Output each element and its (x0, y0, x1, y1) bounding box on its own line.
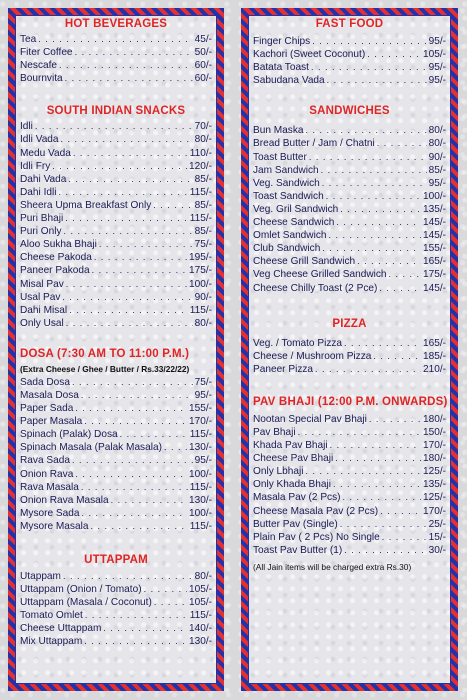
item-price: 180/- (422, 453, 446, 465)
menu-item (253, 243, 446, 256)
item-price: 125/- (422, 466, 446, 478)
menu-item (20, 390, 212, 403)
item-name: Masala Pav (2 Pcs) (253, 492, 341, 504)
menu-item (253, 191, 446, 204)
item-price: 100/- (188, 468, 212, 480)
menu-item (20, 292, 212, 305)
menu-item (20, 442, 212, 455)
section-south-indian-snacks (20, 105, 212, 331)
item-price: 95/- (428, 36, 446, 47)
item-price: 70/- (194, 121, 212, 133)
menu-item (253, 62, 446, 75)
menu-item (20, 279, 212, 292)
menu-item (20, 121, 212, 134)
item-name: Veg. Gril Sandwich (253, 203, 339, 215)
menu-column-left (8, 8, 224, 691)
menu-item (253, 256, 446, 269)
item-name: Rava Sada (20, 455, 70, 467)
section-fast-food (253, 18, 446, 88)
item-name: Cheese Pav Bhaji (253, 453, 334, 465)
item-name: Usal Pav (20, 291, 61, 303)
section-title: UTTAPPAM (84, 554, 148, 566)
item-price: 180/- (422, 413, 446, 425)
item-name: Uttappam (Onion / Tomato) (20, 584, 142, 596)
item-price: 80/- (194, 571, 212, 582)
item-price: 95/- (428, 62, 446, 74)
item-price: 130/- (188, 494, 212, 506)
menu-item (20, 200, 212, 213)
menu-item (253, 545, 446, 558)
item-name: Veg. / Tomato Pizza (253, 337, 343, 349)
item-name: Finger Chips (253, 36, 311, 47)
menu-item (253, 217, 446, 230)
item-price: 140/- (188, 623, 212, 635)
menu-item (20, 148, 212, 161)
menu-column-right (241, 8, 458, 691)
item-price: 60/- (194, 60, 212, 72)
item-name: Utappam (20, 571, 61, 582)
item-price: 95/- (194, 455, 212, 467)
menu-item (20, 508, 212, 521)
item-name: Only Khada Bhaji (253, 479, 331, 491)
menu-item (20, 239, 212, 252)
section-title: FAST FOOD (315, 18, 384, 30)
item-name: Cheese Grill Sandwich (253, 256, 356, 268)
section-uttappam (20, 554, 212, 650)
item-name: Plain Pav ( 2 Pcs) No Single (253, 531, 380, 543)
item-price: 145/- (422, 230, 446, 242)
menu-item (20, 455, 212, 468)
item-name: Khada Pav Bhaji (253, 440, 328, 452)
item-name: Aloo Sukha Bhaji (20, 239, 97, 251)
menu-item (20, 187, 212, 200)
item-name: Bread Butter / Jam / Chatni (253, 138, 375, 150)
item-price: 90/- (428, 151, 446, 163)
menu-item (253, 427, 446, 440)
menu-item (253, 466, 446, 479)
menu-item (20, 213, 212, 226)
menu-item (253, 125, 446, 138)
menu-item (253, 49, 446, 62)
item-price: 135/- (422, 203, 446, 215)
item-price: 165/- (422, 256, 446, 268)
item-price: 100/- (422, 190, 446, 202)
menu-item (20, 610, 212, 623)
menu-item (20, 416, 212, 429)
item-name: Cheese Pakoda (20, 252, 92, 264)
item-name: Fiter Coffee (20, 47, 73, 59)
menu-item (253, 152, 446, 165)
item-price: 175/- (188, 265, 212, 277)
item-price: 80/- (194, 134, 212, 146)
item-price: 115/- (189, 213, 212, 225)
item-name: Idli Vada (20, 134, 59, 146)
menu-item (20, 482, 212, 495)
item-price: 145/- (422, 282, 446, 294)
menu-item (253, 519, 446, 532)
section-hot-beverages (20, 18, 212, 86)
item-price: 210/- (422, 363, 446, 375)
item-price: 110/- (189, 147, 212, 159)
item-price: 125/- (422, 492, 446, 504)
item-name: Toast Butter (253, 151, 307, 163)
menu-item (253, 364, 446, 377)
item-name: Onion Rava Masala (20, 494, 109, 506)
item-name: Jam Sandwich (253, 164, 319, 176)
item-name: Kachori (Sweet Coconut) (253, 49, 366, 61)
item-name: Butter Pav (Single) (253, 518, 338, 530)
menu-item (20, 495, 212, 508)
item-name: Medu Vada (20, 147, 71, 159)
menu-item (20, 174, 212, 187)
item-name: Idli (20, 121, 33, 133)
item-name: Dahi Idli (20, 186, 57, 198)
menu-item (253, 338, 446, 351)
item-name: Cheese Chilly Toast (2 Pce) (253, 282, 378, 294)
menu-item (253, 283, 446, 296)
item-name: Omlet Sandwich (253, 230, 327, 242)
section-title: PIZZA (332, 317, 367, 330)
menu-item (253, 230, 446, 243)
section-subnote: (Extra Cheese / Ghee / Butter / Rs.33/22/22) (20, 363, 190, 374)
menu-item (20, 47, 212, 60)
item-price: 85/- (194, 173, 212, 185)
item-price: 115/- (189, 186, 212, 198)
item-name: Sabudana Vada (253, 75, 325, 87)
item-name: Cheese Masala Pav (2 Pcs) (253, 505, 379, 517)
item-name: Batata Toast (253, 62, 309, 74)
item-name: Bun Maska (253, 125, 304, 137)
menu-item (20, 584, 212, 597)
menu-item (253, 479, 446, 492)
item-name: Rava Masala (20, 481, 79, 493)
item-name: Spinach Masala (Palak Masala) (20, 442, 162, 454)
item-price: 170/- (422, 505, 446, 517)
item-price: 175/- (422, 269, 446, 281)
menu-item (253, 165, 446, 178)
item-price: 95/- (428, 177, 446, 189)
menu-item (20, 377, 212, 390)
item-name: Veg Cheese Grilled Sandwich (253, 269, 387, 281)
item-price: 80/- (428, 138, 446, 150)
menu-item (253, 453, 446, 466)
item-name: Paneer Pizza (253, 363, 314, 375)
item-price: 105/- (422, 49, 446, 61)
item-price: 155/- (422, 243, 446, 255)
item-name: Bournvita (20, 73, 63, 85)
item-price: 185/- (422, 350, 446, 362)
item-name: Paper Masala (20, 416, 83, 428)
item-price: 45/- (194, 34, 212, 45)
item-name: Paneer Pakoda (20, 265, 90, 277)
item-name: Nootan Special Pav Bhaji (253, 413, 367, 425)
item-price: 30/- (428, 544, 446, 556)
menu-item (20, 34, 212, 47)
menu-item (20, 571, 212, 584)
item-price: 150/- (422, 426, 446, 438)
item-name: Sheera Upma Breakfast Only (20, 199, 152, 211)
item-price: 115/- (189, 429, 212, 441)
item-name: Tea (20, 34, 37, 45)
section-title: PAV BHAJI (12:00 P.M. ONWARDS) (253, 395, 448, 408)
menu-item (20, 429, 212, 442)
item-name: Puri Bhaji (20, 213, 64, 225)
item-price: 100/- (188, 278, 212, 290)
item-name: Puri Only (20, 226, 62, 238)
item-name: Dahi Vada (20, 173, 67, 185)
item-name: Sada Dosa (20, 376, 70, 388)
item-name: Cheese / Mushroom Pizza (253, 350, 372, 362)
item-price: 75/- (194, 376, 212, 388)
section-title: SANDWICHES (309, 105, 390, 118)
item-price: 95/- (428, 75, 446, 87)
menu-item (20, 305, 212, 318)
item-price: 105/- (188, 597, 212, 609)
item-price: 85/- (194, 226, 212, 238)
menu-item (253, 440, 446, 453)
menu-item (20, 73, 212, 86)
item-name: Misal Pav (20, 278, 64, 290)
menu-item (253, 532, 446, 545)
item-name: Mysore Masala (20, 520, 89, 532)
item-price: 115/- (189, 610, 212, 622)
menu-item (253, 492, 446, 505)
item-price: 80/- (428, 125, 446, 137)
menu-item (20, 252, 212, 265)
item-name: Mysore Sada (20, 507, 80, 519)
item-price: 130/- (188, 636, 212, 648)
section-dosa (20, 348, 212, 534)
item-name: Pav Bhaji (253, 426, 296, 438)
section-title: DOSA (7:30 AM TO 11:00 P.M.) (20, 347, 190, 360)
item-price: 195/- (188, 252, 212, 264)
item-name: Idli Fry (20, 160, 51, 172)
item-name: Masala Dosa (20, 389, 79, 401)
item-price: 50/- (194, 47, 212, 59)
jain-surcharge-note: (All Jain items will be charged extra Rs.30) (253, 561, 412, 572)
menu-column-right-content (253, 18, 446, 572)
item-name: Tomato Omlet (20, 610, 83, 622)
menu-item (20, 597, 212, 610)
item-price: 170/- (422, 440, 446, 452)
menu-item (253, 138, 446, 151)
item-price: 85/- (428, 164, 446, 176)
section-sandwiches (253, 105, 446, 295)
menu-item (20, 521, 212, 534)
menu-item (20, 161, 212, 174)
item-name: Toast Sandwich (253, 190, 324, 202)
menu-item (20, 60, 212, 73)
item-price: 105/- (188, 584, 212, 596)
item-price: 75/- (194, 239, 212, 251)
menu-item (253, 351, 446, 364)
item-price: 60/- (194, 73, 212, 85)
menu-item (253, 269, 446, 282)
item-name: Onion Rava (20, 468, 74, 480)
menu-item (253, 36, 446, 49)
item-price: 170/- (188, 416, 212, 428)
item-price: 115/- (189, 304, 212, 316)
item-price: 80/- (194, 317, 212, 329)
menu-item (253, 414, 446, 427)
item-name: Uttappam (Masala / Coconut) (20, 597, 152, 609)
item-price: 120/- (188, 160, 212, 172)
item-price: 115/- (189, 520, 212, 532)
item-price: 165/- (422, 337, 446, 349)
item-name: Only Lbhaji (253, 466, 304, 478)
section-title: HOT BEVERAGES (64, 18, 168, 30)
item-name: Nescafe (20, 60, 58, 72)
menu-item (253, 75, 446, 88)
menu-item (20, 403, 212, 416)
item-name: Mix Uttappam (20, 636, 83, 648)
item-price: 130/- (188, 442, 212, 454)
section-pav-bhaji (253, 396, 446, 572)
menu-item (20, 265, 212, 278)
menu-item (20, 318, 212, 331)
section-title: SOUTH INDIAN SNACKS (46, 105, 186, 118)
item-price: 95/- (194, 389, 212, 401)
item-price: 25/- (428, 518, 446, 530)
menu-item (20, 469, 212, 482)
menu-item (20, 636, 212, 649)
item-name: Paper Sada (20, 403, 74, 415)
item-name: Cheese Uttappam (20, 623, 102, 635)
menu-item (253, 204, 446, 217)
item-name: Only Usal (20, 317, 64, 329)
item-price: 15/- (428, 531, 446, 543)
menu-item (253, 506, 446, 519)
menu-item (20, 226, 212, 239)
menu-item (20, 623, 212, 636)
item-price: 115/- (189, 481, 212, 493)
item-name: Club Sandwich (253, 243, 321, 255)
item-name: Veg. Sandwich (253, 177, 320, 189)
item-name: Dahi Misal (20, 304, 68, 316)
menu-item (20, 134, 212, 147)
item-price: 155/- (188, 403, 212, 415)
item-name: Spinach (Palak) Dosa (20, 429, 118, 441)
item-price: 135/- (422, 479, 446, 491)
section-pizza (253, 318, 446, 377)
item-price: 85/- (194, 199, 212, 211)
menu-item (253, 178, 446, 191)
item-name: Cheese Sandwich (253, 217, 335, 229)
item-name: Toast Pav Butter (1) (253, 544, 343, 556)
item-price: 90/- (194, 291, 212, 303)
menu-column-left-content (20, 18, 212, 650)
item-price: 145/- (422, 217, 446, 229)
item-price: 100/- (188, 507, 212, 519)
